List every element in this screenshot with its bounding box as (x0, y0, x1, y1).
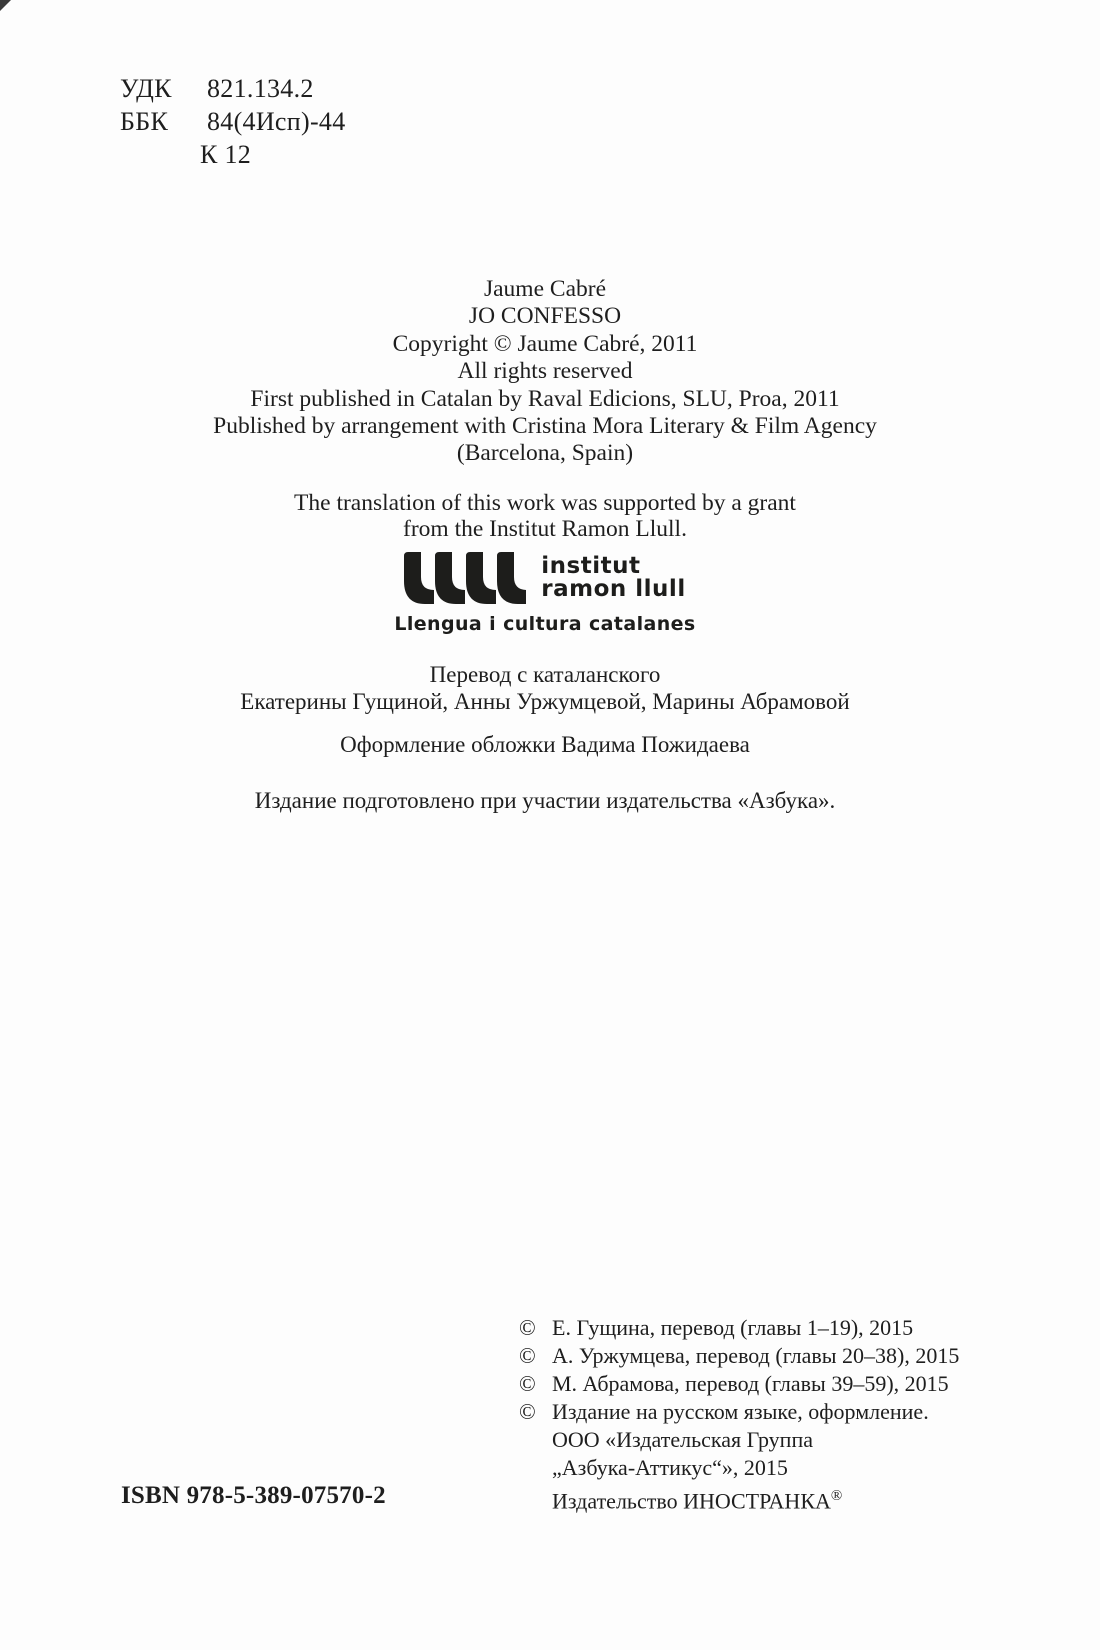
copyright-symbol (519, 1426, 552, 1454)
author-sign: К 12 (200, 140, 252, 169)
copyright-symbol: © (519, 1371, 536, 1396)
translation-credit-block (0, 661, 1090, 715)
translation-credit-line: Перевод с каталанского (429, 662, 661, 687)
copyright-symbol: © (519, 1399, 536, 1424)
grant-note-block (0, 490, 1090, 542)
copyright-text: М. Абрамова, перевод (главы 39–59), 2015 (552, 1371, 949, 1396)
institut-ramon-llull-logo (0, 552, 1090, 635)
original-edition-line: All rights reserved (457, 358, 633, 385)
copyright-entry (519, 1482, 959, 1515)
copyright-entry (519, 1454, 959, 1482)
original-edition-line: Copyright © Jaume Cabré, 2011 (392, 330, 698, 357)
original-edition-block (0, 276, 1090, 468)
udk-line (120, 72, 346, 105)
bbk-value: 84(4Исп)-44 (207, 107, 346, 136)
cataloguing-block (120, 72, 346, 171)
copyright-entry (519, 1426, 959, 1454)
copyright-entry (519, 1342, 959, 1370)
udk-value: 821.134.2 (207, 74, 314, 103)
translation-credit-line: Екатерины Гущиной, Анны Уржумцевой, Марины Абрамовой (240, 689, 850, 714)
logo-wordmark (541, 555, 685, 601)
copyright-text: Издательство ИНОСТРАНКА® (552, 1488, 843, 1514)
copyright-text: Е. Гущина, перевод (главы 1–19), 2015 (552, 1315, 914, 1340)
copyright-text: Издание на русском языке, оформление. (552, 1399, 929, 1424)
udk-label: УДК (120, 74, 172, 103)
grant-note-line: The translation of this work was supported by a grant (294, 490, 796, 516)
copyright-text: А. Уржумцева, перевод (главы 20–38), 2015 (552, 1343, 960, 1368)
copyright-symbol (519, 1454, 552, 1482)
cover-designer-line: Оформление обложки Вадима Пожидаева (340, 732, 750, 757)
copyright-entry (519, 1314, 959, 1342)
original-edition-line: Published by arrangement with Cristina Mora Literary & Film Agency (213, 413, 877, 440)
llll-glyphs-icon (404, 552, 526, 604)
azbuka-participation-line: Издание подготовлено при участии издательства «Азбука». (254, 788, 836, 813)
copyright-symbol (519, 1482, 552, 1515)
copyright-symbol: © (519, 1343, 536, 1368)
registered-mark: ® (830, 1488, 843, 1504)
copyright-block (519, 1314, 959, 1515)
original-edition-line: JO CONFESSO (468, 303, 622, 330)
original-edition-line: Jaume Cabré (483, 276, 607, 302)
grant-note-line: from the Institut Ramon Llull. (403, 516, 687, 542)
logo-word-line2: ramon llull (541, 576, 686, 602)
copyright-entry (519, 1370, 959, 1398)
copyright-symbol: © (519, 1315, 536, 1340)
scan-artifact (0, 0, 11, 11)
original-edition-line: (Barcelona, Spain) (456, 440, 634, 467)
logo-word-line1: institut (541, 553, 641, 579)
bbk-line (120, 105, 346, 138)
isbn: ISBN 978-5-389-07570-2 (121, 1482, 386, 1509)
original-edition-line: First published in Catalan by Raval Edicions, SLU, Proa, 2011 (250, 385, 840, 412)
bbk-label: ББК (120, 107, 169, 136)
copyright-text: „Азбука-Аттикус“», 2015 (552, 1455, 788, 1480)
copyright-entry (519, 1398, 959, 1426)
logo-tagline: Llengua i cultura catalanes (394, 613, 696, 635)
copyright-text: ООО «Издательская Группа (552, 1427, 813, 1452)
